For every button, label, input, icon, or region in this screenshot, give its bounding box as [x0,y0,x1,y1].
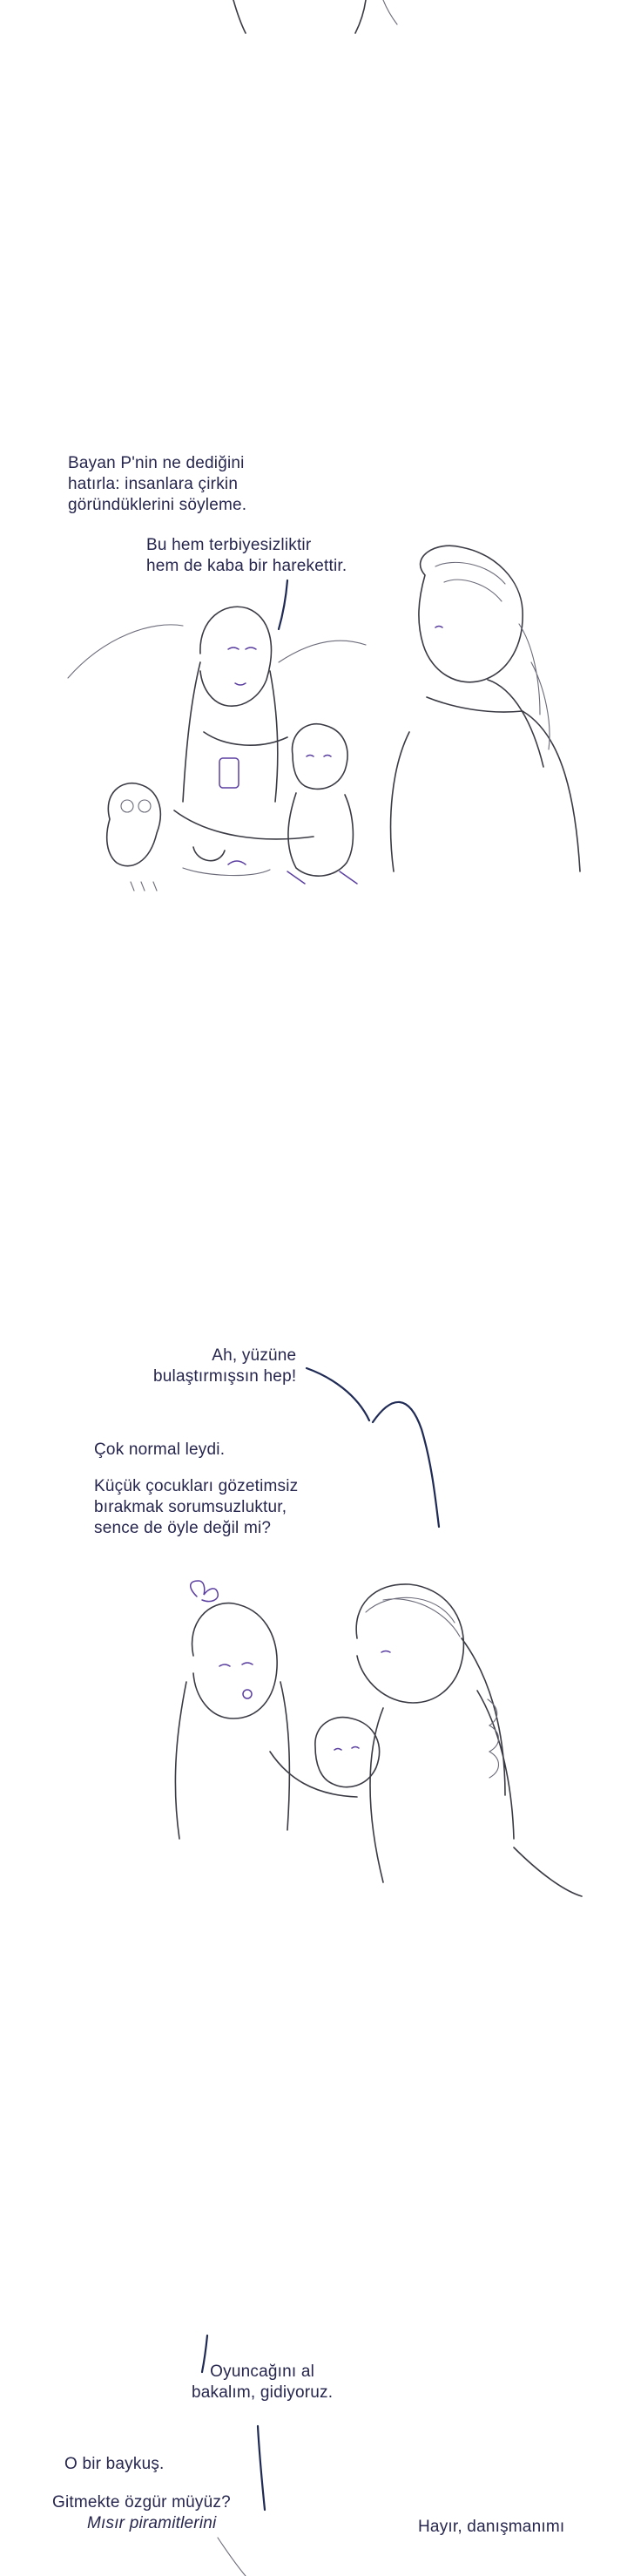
panel2-caption-mess: Ah, yüzüne bulaştırmışsın hep! [153,1346,297,1386]
panel3-caption-advisor: Hayır, danışmanımı [418,2518,565,2536]
panel3-caption-owl: O bir baykuş. [64,2455,165,2473]
panel3-speech-pointer-lower [258,2426,265,2510]
panel2-caption-normal: Çok normal leydi. [94,1441,226,1459]
panel3-speech-pointer [202,2335,207,2372]
panel3-caption-pyramids: Mısır piramitlerini [87,2514,217,2532]
panel1-caption-reminder: Bayan P'nin ne dediğini hatırla: insanlara çirkin göründüklerini söyleme. [68,454,247,514]
panel2-caption-unsupervised: Küçük çocukları gözetimsiz bırakmak sorumsuzluktur, sence de öyle değil mi? [94,1477,299,1537]
panel3-caption-toy: Oyuncağını al bakalım, gidiyoruz. [192,2362,334,2402]
panel3-caption-free: Gitmekte özgür müyüz? [52,2493,231,2512]
panel1-caption-rudeness: Bu hem terbiyesizliktir hem de kaba bir harekettir. [146,536,347,575]
